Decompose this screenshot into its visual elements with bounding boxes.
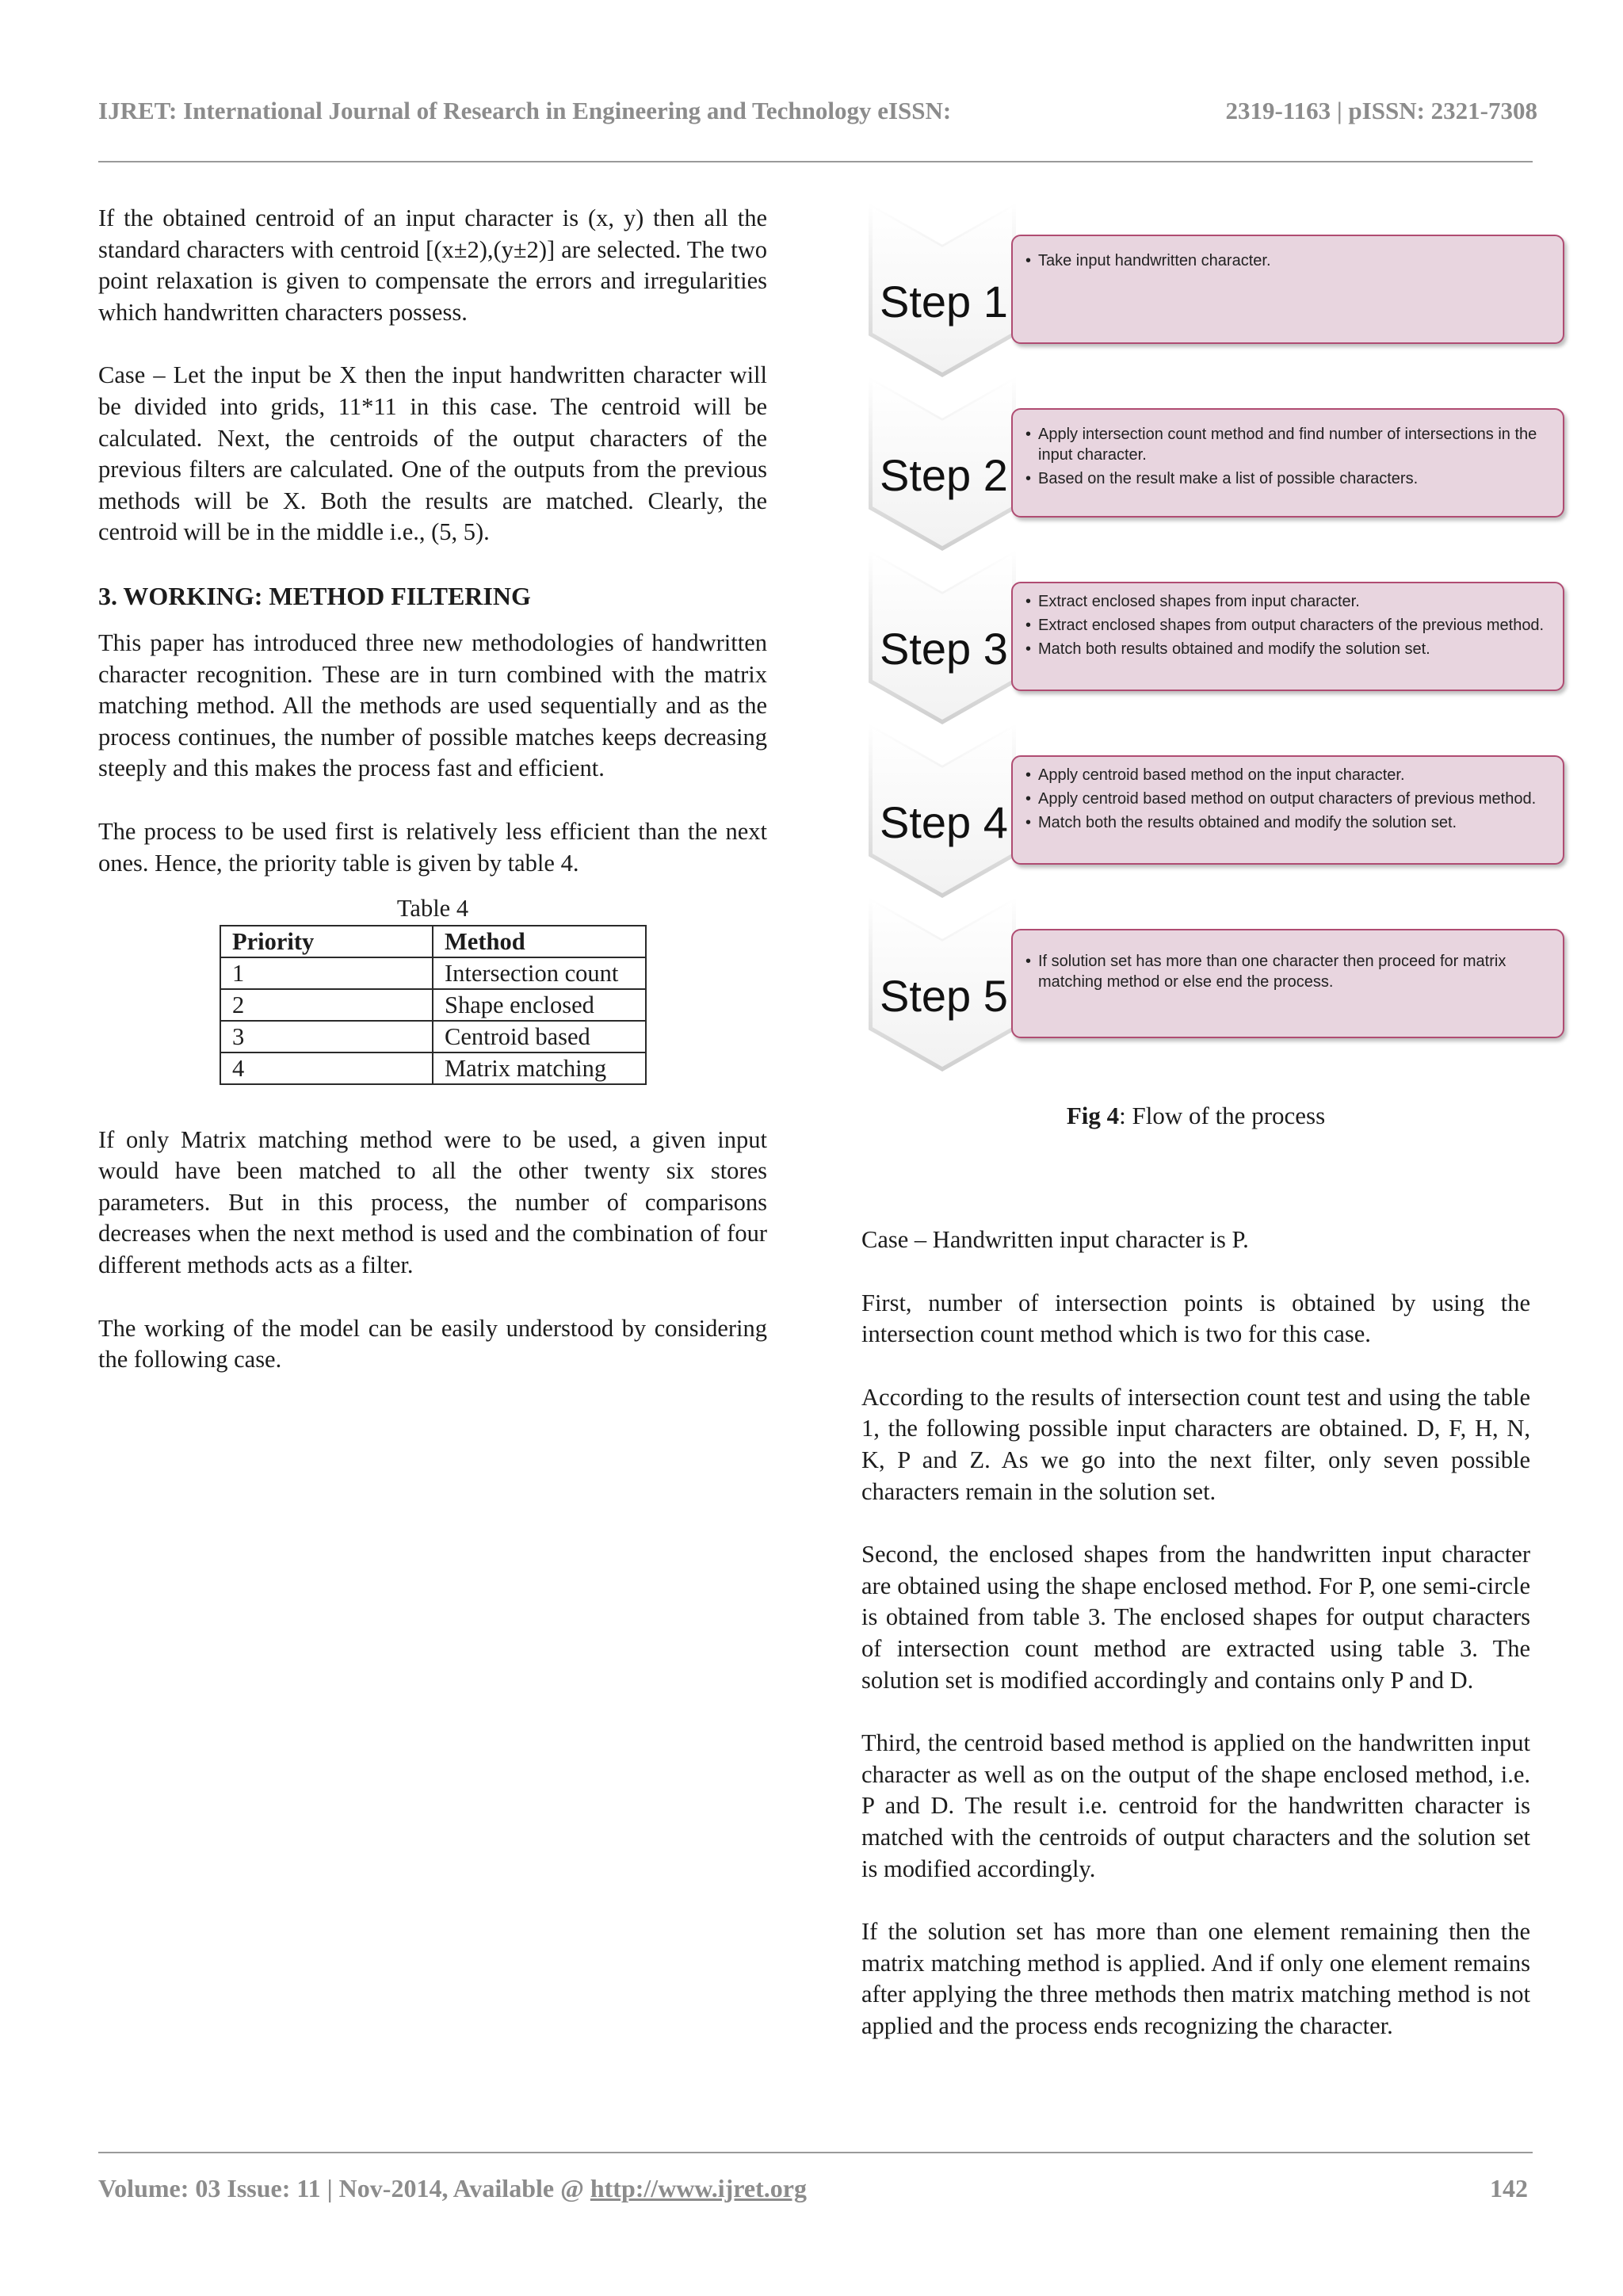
table-cell: 2	[220, 989, 433, 1021]
table-cell: 4	[220, 1052, 433, 1084]
table-cell: Centroid based	[433, 1021, 646, 1052]
step-bullet: • Extract enclosed shapes from output characters of the previous method.	[1025, 615, 1552, 636]
step-bullet: • Match both results obtained and modify the solution set.	[1025, 639, 1552, 659]
paragraph-priority: The process to be used first is relatively less efficient than the next ones. Hence, the priority table is given by table 4.	[98, 817, 767, 877]
footer-volume-info	[98, 2174, 807, 2203]
step-label: Step 2	[880, 450, 1008, 500]
step-bullet: • Take input handwritten character.	[1025, 250, 1552, 271]
flow-step-3	[869, 550, 1570, 724]
figure-label: Fig 4	[1066, 1102, 1120, 1129]
figure-caption	[861, 1102, 1530, 1130]
paragraph-final-step: If the solution set has more than one element remaining then the matrix matching method is applied. And if only one element remains after applying the three methods then matrix matching method is not applied and the process ends recognizing the character.	[861, 1918, 1530, 2039]
table-cell: 3	[220, 1021, 433, 1052]
journal-title: IJRET: International Journal of Research in Engineering and Technology eISSN:	[98, 97, 952, 124]
running-header	[98, 97, 1537, 125]
table-row	[220, 1052, 646, 1084]
paragraph-first-step: First, number of intersection points is obtained by using the intersection count method which is two for this case.	[861, 1289, 1530, 1348]
step-label: Step 3	[880, 624, 1008, 674]
paragraph-second-step: Second, the enclosed shapes from the handwritten input character are obtained using the shape enclosed method. For P, one semi-circle is obtained from table 3. The enclosed shapes for output characters of intersection count method are extracted using table 3. The solution set is modified accordingly and contains only P and D.	[861, 1541, 1530, 1694]
page-number: 142	[1490, 2174, 1528, 2202]
step-bullet: • If solution set has more than one character then proceed for matrix matching method or else end the process.	[1025, 951, 1552, 992]
process-flow-diagram	[869, 203, 1570, 1075]
table-cell: 1	[220, 957, 433, 989]
table-cell: Shape enclosed	[433, 989, 646, 1021]
step-bullet: • Apply intersection count method and find number of intersections in the input character.	[1025, 424, 1552, 465]
step-bullet: • Match both the results obtained and modify the solution set.	[1025, 812, 1552, 833]
flow-step-2	[869, 376, 1570, 551]
step-description-box	[1011, 408, 1564, 518]
table-cell: Matrix matching	[433, 1052, 646, 1084]
paragraph-introduction: This paper has introduced three new methodologies of handwritten character recognition. These are in turn combined with the matrix matching method. All the methods are used sequentially and as the process continues, the number of possible matches keeps decreasing steeply and this makes the process fast and efficient.	[98, 628, 767, 782]
step-description-box	[1011, 929, 1564, 1038]
paragraph-intersection-results: According to the results of intersection count test and using the table 1, the following possible input characters are obtained. D, F, H, N, K, P and Z. As we go into the next filter, only seven possible characters remain in the solution set.	[861, 1383, 1530, 1505]
footer-divider	[98, 2152, 1533, 2153]
step-description-box	[1011, 755, 1564, 865]
step-bullet: • Based on the result make a list of possible characters.	[1025, 468, 1552, 489]
section-heading: 3. WORKING: METHOD FILTERING	[98, 581, 531, 610]
priority-table	[220, 925, 647, 1085]
issn-info: 2319-1163 | pISSN: 2321-7308	[1225, 97, 1537, 124]
step-description-box	[1011, 235, 1564, 344]
paragraph-case-p: Case – Handwritten input character is P.	[861, 1226, 1249, 1253]
journal-link[interactable]: http://www.ijret.org	[590, 2174, 807, 2202]
paragraph-centroid-selection: If the obtained centroid of an input character is (x, y) then all the standard characters with centroid [(x±2),(y±2)] are selected. The two point relaxation is given to compensate the errors and irregularities which handwritten characters possess.	[98, 204, 767, 326]
right-column	[861, 1224, 1530, 2073]
table-row	[220, 957, 646, 989]
table-header-row	[220, 926, 646, 957]
table-row	[220, 1021, 646, 1052]
table-cell: Intersection count	[433, 957, 646, 989]
footer-volume-text: Volume: 03 Issue: 11 | Nov-2014, Available @	[98, 2174, 590, 2202]
flow-step-5	[869, 897, 1570, 1072]
left-column	[98, 203, 767, 1408]
step-label: Step 1	[880, 277, 1008, 327]
paragraph-case-x: Case – Let the input be X then the input handwritten character will be divided into grids, 11*11 in this case. The centroid will be calculated. Next, the centroids of the output characters of the previous filters are calculated. One of the outputs from the previous methods will be X. Both the results are matched. Clearly, the centroid will be in the middle i.e., (5, 5).	[98, 361, 767, 546]
step-bullet: • Apply centroid based method on output characters of previous method.	[1025, 789, 1552, 809]
table-row	[220, 989, 646, 1021]
header-divider	[98, 161, 1533, 162]
step-label: Step 5	[880, 971, 1008, 1021]
paragraph-following-case: The working of the model can be easily understood by considering the following case.	[98, 1314, 767, 1373]
step-bullet: • Apply centroid based method on the input character.	[1025, 765, 1552, 785]
table-header-priority: Priority	[220, 926, 433, 957]
table-header-method: Method	[433, 926, 646, 957]
step-bullet: • Extract enclosed shapes from input character.	[1025, 591, 1552, 612]
flow-step-1	[869, 203, 1570, 377]
paragraph-third-step: Third, the centroid based method is applied on the handwritten input character as well as on the output of the shape enclosed method, i.e. P and D. The result i.e. centroid for the handwritten character is matched with the centroids of output characters and the solution set is modified accordingly.	[861, 1729, 1530, 1882]
step-description-box	[1011, 582, 1564, 691]
step-label: Step 4	[880, 797, 1008, 847]
running-footer	[98, 2174, 1528, 2203]
figure-caption-text: : Flow of the process	[1119, 1102, 1326, 1129]
table-caption: Table 4	[396, 895, 469, 923]
flow-step-4	[869, 724, 1570, 898]
paragraph-matrix-only: If only Matrix matching method were to be used, a given input would have been matched to all the other twenty six stores parameters. But in this process, the number of comparisons decreases when the next method is used and the combination of four different methods acts as a filter.	[98, 1125, 767, 1279]
